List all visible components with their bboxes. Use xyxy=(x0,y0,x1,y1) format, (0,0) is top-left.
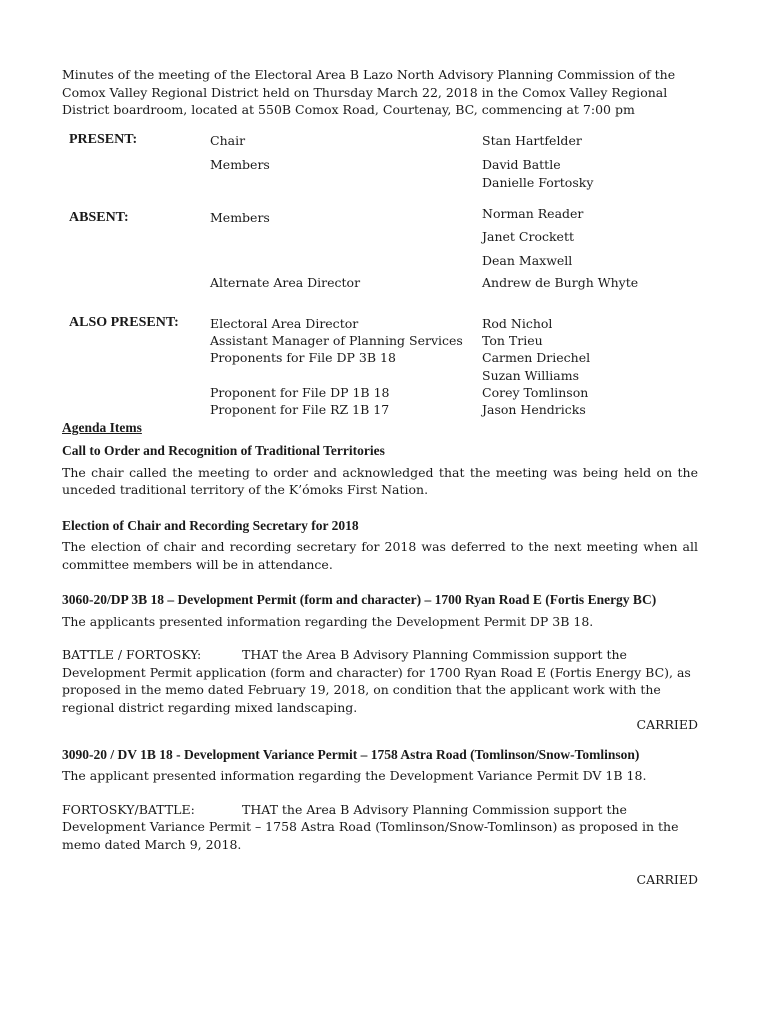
motion-movers: BATTLE / FORTOSKY: xyxy=(62,647,202,662)
also-present-heading: ALSO PRESENT: xyxy=(69,314,179,330)
motion-result: CARRIED xyxy=(636,717,698,732)
absent-alternate-name: Andrew de Burgh Whyte xyxy=(482,274,639,290)
present-member-name: Danielle Fortosky xyxy=(482,174,594,190)
call-to-order-section xyxy=(62,442,698,499)
motion-movers: FORTOSKY/BATTLE: xyxy=(62,801,195,817)
present-heading: PRESENT: xyxy=(69,131,138,147)
absent-member-name: Dean Maxwell xyxy=(482,252,573,268)
section-body: The applicant presented information regarding the Development Variance Permit DV 1B 18. xyxy=(62,768,647,783)
absent-member-name: Norman Reader xyxy=(482,205,584,221)
motion-result: CARRIED xyxy=(636,872,698,887)
also-present-role: Proponent for File RZ 1B 17 xyxy=(210,401,390,417)
motion xyxy=(62,801,698,854)
section-title: Call to Order and Recognition of Traditional Territories xyxy=(62,443,385,458)
attendance-block xyxy=(62,129,698,419)
meeting-intro: Minutes of the meeting of the Electoral Area B Lazo North Advisory Planning Commission of the Comox Valley Regional District held on Thursday March 22, 2018 in the Comox Valley Regional District boardroom, located at 550B Comox Road, Courtenay, BC, commencing at 7:00 pm xyxy=(62,67,676,117)
dp3b18-section xyxy=(62,591,698,734)
section-body: The chair called the meeting to order and acknowledged that the meeting was being held on the unceded traditional territory of the K’ómoks First Nation. xyxy=(62,464,698,497)
also-present-name: Corey Tomlinson xyxy=(482,384,589,400)
section-title: 3060-20/DP 3B 18 – Development Permit (form and character) – 1700 Ryan Road E (Fortis Energy BC) xyxy=(62,592,657,607)
also-present-role: Assistant Manager of Planning Services xyxy=(210,332,463,348)
dv1b18-section xyxy=(62,746,698,889)
also-present-role: Electoral Area Director xyxy=(210,315,359,331)
minutes-page xyxy=(62,66,698,907)
absent-member-name: Janet Crockett xyxy=(482,228,574,244)
motion xyxy=(62,646,698,716)
section-body: The election of chair and recording secretary for 2018 was deferred to the next meeting when all committee members will be in attendance. xyxy=(62,539,698,572)
also-present-name: Carmen Driechel xyxy=(482,349,591,365)
present-members-role: Members xyxy=(210,156,270,172)
present-chair-role: Chair xyxy=(210,132,246,148)
also-present-role: Proponent for File DP 1B 18 xyxy=(210,384,390,400)
also-present-role: Proponents for File DP 3B 18 xyxy=(210,349,396,365)
also-present-name: Jason Hendricks xyxy=(482,401,586,417)
section-title: Election of Chair and Recording Secretary for 2018 xyxy=(62,517,359,533)
also-present-name: Ton Trieu xyxy=(482,332,543,348)
present-chair-name: Stan Hartfelder xyxy=(482,132,582,148)
absent-members-role: Members xyxy=(210,209,270,225)
absent-heading: ABSENT: xyxy=(69,209,129,225)
section-title: 3090-20 / DV 1B 18 - Development Variance Permit – 1758 Astra Road (Tomlinson/Snow-Tomlinson) xyxy=(62,746,640,762)
motion-text: THAT the Area B Advisory Planning Commission support the Development Variance Permit – 1758 Astra Road (Tomlinson/Snow-Tomlinson) as proposed in the memo dated March 9, 2018. xyxy=(62,801,679,852)
election-section xyxy=(62,517,698,574)
also-present-name: Suzan Williams xyxy=(482,367,580,383)
present-member-name: David Battle xyxy=(482,156,561,172)
absent-alternate-role: Alternate Area Director xyxy=(210,274,361,290)
motion-text: THAT the Area B Advisory Planning Commission support the Development Permit application (form and character) for 1700 Ryan Road E (Fortis Energy BC), as proposed in the memo dated February 19, 2018, on condition that the applicant work with the regional district regarding mixed landscaping. xyxy=(62,647,691,715)
section-body: The applicants presented information regarding the Development Permit DP 3B 18. xyxy=(62,613,594,629)
agenda-heading: Agenda Items xyxy=(62,419,142,435)
also-present-name: Rod Nichol xyxy=(482,315,553,331)
